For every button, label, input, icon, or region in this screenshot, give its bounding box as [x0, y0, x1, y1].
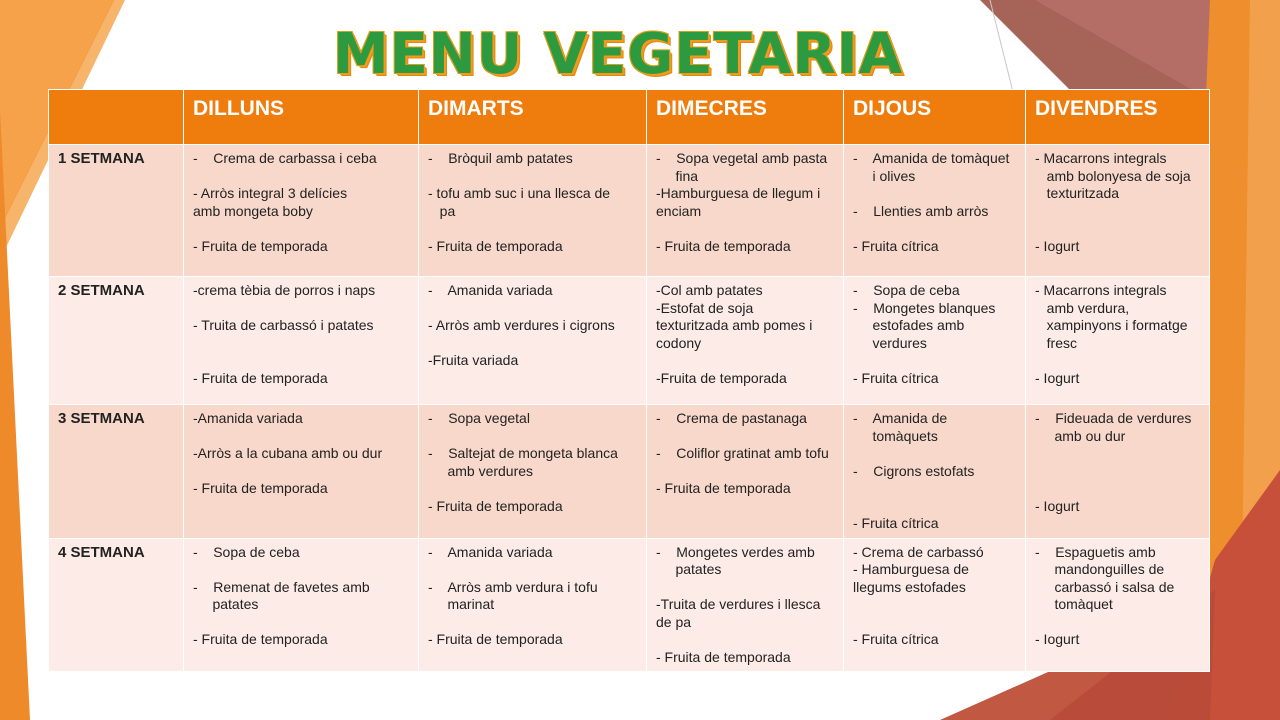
menu-item: - Saltejat de mongeta blanca amb verdures: [428, 445, 618, 479]
menu-item: [428, 428, 637, 446]
menu-item: [193, 463, 409, 481]
menu-item: [853, 352, 1016, 370]
menu-item: - Fruita cítrica: [853, 631, 939, 647]
menu-item: [193, 561, 409, 579]
menu-cell-thursday: [844, 277, 1026, 405]
header-friday: DIVENDRES: [1026, 90, 1210, 145]
menu-item: [428, 168, 637, 186]
header-wednesday: DIMECRES: [647, 90, 844, 145]
menu-item: [193, 220, 409, 238]
menu-cell-tuesday: [419, 405, 647, 539]
week-label: 3 SETMANA: [49, 405, 184, 539]
menu-item: [428, 220, 637, 238]
menu-item: - Fruita de temporada: [193, 480, 328, 496]
menu-item: - Remenat de favetes amb patates: [193, 578, 370, 612]
menu-cell-wednesday: [647, 405, 844, 539]
menu-cell-wednesday: [647, 538, 844, 672]
menu-item: [656, 631, 834, 649]
menu-item: - Fruita de temporada: [428, 631, 563, 647]
menu-item: - Fruita de temporada: [428, 237, 563, 254]
menu-item: [853, 614, 1016, 632]
menu-item: - Fruita de temporada: [193, 237, 328, 254]
menu-item: -crema tèbia de porros i naps: [193, 282, 376, 298]
menu-item: - Arròs integral 3 delícies amb mongeta boby: [193, 185, 348, 219]
menu-item: - Iogurt: [1035, 369, 1080, 386]
menu-item: [428, 480, 637, 498]
menu-item: [656, 463, 834, 481]
menu-item: - Sopa de ceba: [853, 282, 960, 298]
menu-item: -Col amb patates: [656, 282, 763, 298]
menu-item: [1035, 352, 1200, 370]
menu-item: [1035, 463, 1200, 481]
menu-item: - Mongetes blanques estofades amb verdures: [853, 299, 996, 351]
menu-item: - Fruita de temporada: [656, 480, 791, 496]
menu-item: [853, 185, 1016, 203]
menu-cell-monday: [184, 405, 419, 539]
menu-cell-friday: [1026, 277, 1210, 405]
menu-item: - Llenties amb arròs: [853, 202, 989, 219]
menu-item: - Fruita cítrica: [853, 369, 939, 386]
menu-cell-tuesday: [419, 277, 647, 405]
menu-cell-friday: [1026, 405, 1210, 539]
menu-item: - Amanida de tomàquet i olives: [853, 150, 1010, 184]
menu-item: - Sopa vegetal: [428, 410, 530, 426]
menu-cell-friday: [1026, 538, 1210, 672]
menu-item: -Estofat de soja texturitzada amb pomes i codony: [656, 299, 813, 351]
menu-item: [656, 579, 834, 597]
table-row: [49, 405, 1210, 539]
menu-item: [853, 480, 1016, 498]
menu-item: - Macarrons integrals amb verdura, xampinyons i formatge fresc: [1035, 282, 1188, 351]
menu-item: -Amanida variada: [193, 410, 303, 426]
menu-item: - Iogurt: [1035, 631, 1080, 647]
menu-item: - Fruita cítrica: [853, 237, 939, 254]
menu-item: [193, 168, 409, 186]
table-row: [49, 538, 1210, 672]
menu-item: - Truita de carbassó i patates: [193, 317, 374, 333]
menu-item: [656, 352, 834, 370]
menu-item: -Fruita de temporada: [656, 369, 787, 386]
menu-cell-thursday: [844, 405, 1026, 539]
menu-item: - Fruita de temporada: [428, 497, 563, 514]
week-label: 1 SETMANA: [49, 145, 184, 277]
menu-item: [853, 445, 1016, 463]
menu-item: - Sopa vegetal amb pasta fina: [656, 150, 828, 184]
menu-item: - tofu amb suc i una llesca de pa: [428, 185, 611, 219]
menu-item: - Arròs amb verdura i tofu marinat: [428, 578, 598, 612]
menu-cell-monday: [184, 277, 419, 405]
menu-item: [853, 596, 1016, 614]
menu-item: -Hamburguesa de llegum i enciam: [656, 185, 821, 219]
menu-item: [1035, 480, 1200, 498]
menu-cell-thursday: [844, 145, 1026, 277]
menu-item: - Coliflor gratinat amb tofu: [656, 445, 829, 461]
menu-item: - Amanida de tomàquets: [853, 410, 948, 444]
header-row: [49, 90, 1210, 145]
menu-item: [1035, 445, 1200, 463]
menu-item: [428, 614, 637, 632]
menu-item: [193, 335, 409, 353]
table-row: [49, 277, 1210, 405]
menu-item: - Macarrons integrals amb bolonyesa de soja texturitzada: [1035, 150, 1191, 201]
menu-item: [193, 300, 409, 318]
header-tuesday: DIMARTS: [419, 90, 647, 145]
menu-cell-tuesday: [419, 538, 647, 672]
menu-item: - Sopa de ceba: [193, 543, 300, 560]
menu-item: - Arròs amb verdures i cigrons: [428, 317, 615, 333]
menu-cell-thursday: [844, 538, 1026, 672]
menu-item: - Fruita de temporada: [656, 648, 791, 665]
menu-item: [853, 498, 1016, 516]
menu-item: - Fruita de temporada: [193, 631, 328, 647]
menu-item: - Amanida variada: [428, 543, 553, 560]
menu-item: - Crema de pastanaga: [656, 410, 807, 426]
menu-cell-wednesday: [647, 145, 844, 277]
menu-item: [428, 300, 637, 318]
menu-cell-monday: [184, 145, 419, 277]
menu-item: [193, 352, 409, 370]
menu-item: - Fruita cítrica: [853, 515, 939, 531]
menu-item: - Amanida variada: [428, 282, 553, 298]
table-row: [49, 145, 1210, 277]
menu-item: [656, 220, 834, 238]
header-thursday: DIJOUS: [844, 90, 1026, 145]
menu-cell-wednesday: [647, 277, 844, 405]
menu-item: - Fruita de temporada: [656, 237, 791, 254]
menu-item: -Arròs a la cubana amb ou dur: [193, 445, 383, 461]
menu-item: - Iogurt: [1035, 237, 1080, 254]
menu-item: - Hamburguesa de llegums estofades: [853, 561, 969, 595]
menu-item: - Bròquil amb patates: [428, 150, 573, 166]
week-label: 2 SETMANA: [49, 277, 184, 405]
menu-item: -Fruita variada: [428, 352, 519, 368]
header-corner: [49, 90, 184, 145]
menu-item: - Crema de carbassó: [853, 543, 984, 560]
menu-item: [428, 561, 637, 579]
header-monday: DILLUNS: [184, 90, 419, 145]
menu-item: - Espaguetis amb mandonguilles de carbassó i salsa de tomàquet: [1035, 543, 1175, 612]
menu-item: - Fruita de temporada: [193, 369, 328, 386]
menu-item: - Fideuada de verdures amb ou dur: [1035, 410, 1192, 444]
menu-cell-friday: [1026, 145, 1210, 277]
menu-item: [193, 614, 409, 632]
menu-item: [1035, 614, 1200, 632]
menu-item: [428, 335, 637, 353]
menu-item: -Truita de verdures i llesca de pa: [656, 596, 821, 630]
menu-cell-monday: [184, 538, 419, 672]
menu-item: [193, 428, 409, 446]
menu-item: [1035, 203, 1200, 221]
menu-item: [1035, 220, 1200, 238]
menu-cell-tuesday: [419, 145, 647, 277]
menu-item: - Mongetes verdes amb patates: [656, 543, 815, 577]
menu-item: [853, 220, 1016, 238]
page-title: MENU VEGETARIA: [332, 22, 904, 87]
menu-item: - Cigrons estofats: [853, 462, 975, 479]
menu-item: [656, 428, 834, 446]
week-label: 4 SETMANA: [49, 538, 184, 672]
menu-item: - Iogurt: [1035, 497, 1080, 514]
menu-table: [48, 89, 1210, 672]
menu-item: - Crema de carbassa i ceba: [193, 150, 377, 166]
